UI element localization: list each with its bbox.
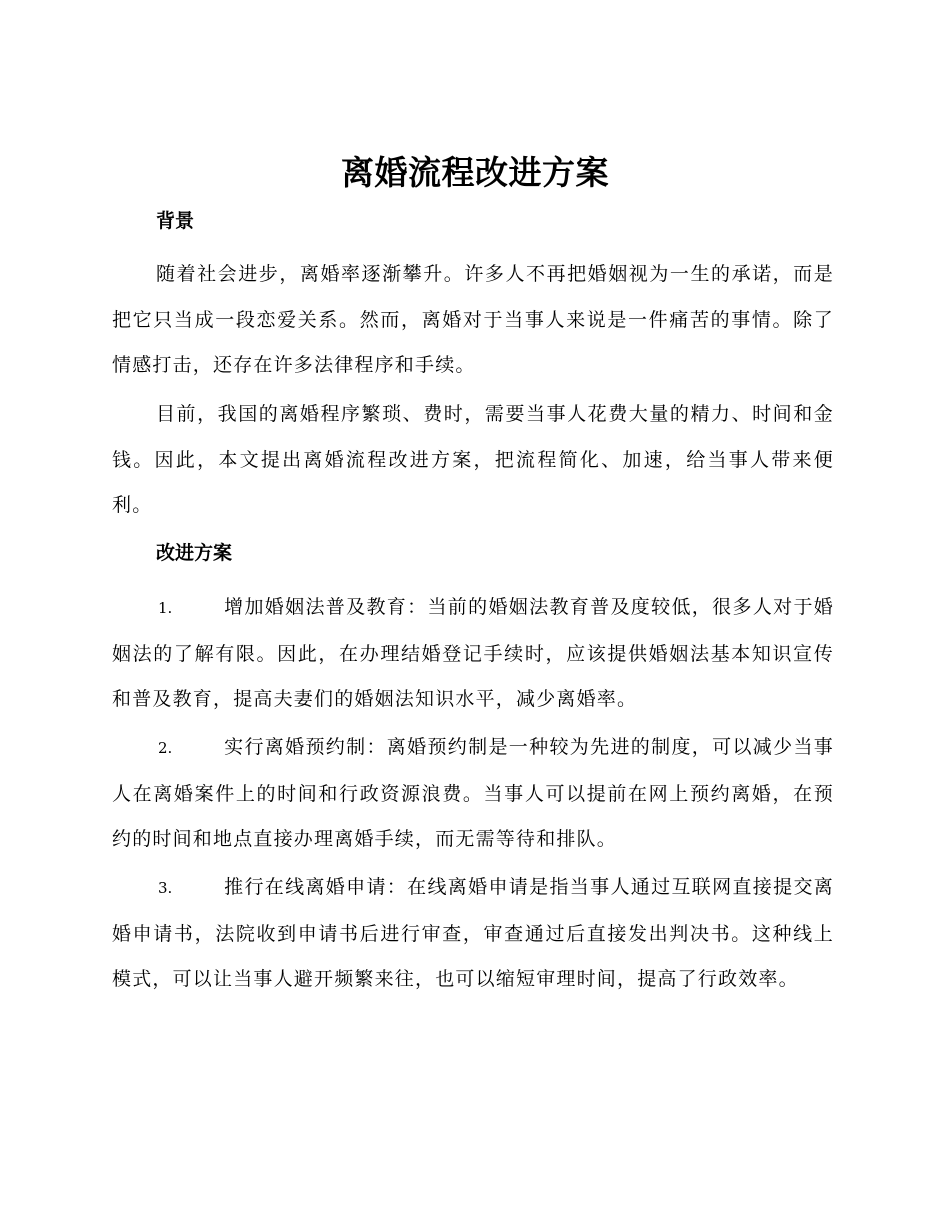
section-heading-background: 背景 [156, 210, 195, 232]
background-paragraph-1: 随着社会进步，离婚率逐渐攀升。许多人不再把婚姻视为一生的承诺，而是把它只当成一段恋爱关系。然而，离婚对于当事人来说是一件痛苦的事情。除了情感打击，还存在许多法律程序和手续。 [112, 263, 834, 377]
list-item-number: 1. [158, 599, 173, 617]
list-item [112, 585, 834, 723]
list-item-number: 2. [158, 739, 173, 757]
background-paragraph-2: 目前，我国的离婚程序繁琐、费时，需要当事人花费大量的精力、时间和金钱。因此，本文提出离婚流程改进方案，把流程简化、加速，给当事人带来便利。 [112, 403, 834, 517]
list-item-text: 推行在线离婚申请：在线离婚申请是指当事人通过互联网直接提交离婚申请书，法院收到申请书后进行审查，审查通过后直接发出判决书。这种线上模式，可以让当事人避开频繁来往，也可以缩短审理时间，提高了行政效率。 [112, 876, 834, 991]
document-title: 离婚流程改进方案 [341, 153, 609, 192]
list-item-number: 3. [158, 879, 173, 897]
list-item-text: 增加婚姻法普及教育：当前的婚姻法教育普及度较低，很多人对于婚姻法的了解有限。因此，在办理结婚登记手续时，应该提供婚姻法基本知识宣传和普及教育，提高夫妻们的婚姻法知识水平，减少离婚率。 [112, 596, 834, 711]
section-heading-improvement-plan: 改进方案 [156, 542, 233, 564]
list-item [112, 725, 834, 863]
list-item-text: 实行离婚预约制：离婚预约制是一种较为先进的制度，可以减少当事人在离婚案件上的时间和行政资源浪费。当事人可以提前在网上预约离婚，在预约的时间和地点直接办理离婚手续，而无需等待和排队。 [112, 736, 834, 851]
list-item [112, 865, 834, 1003]
